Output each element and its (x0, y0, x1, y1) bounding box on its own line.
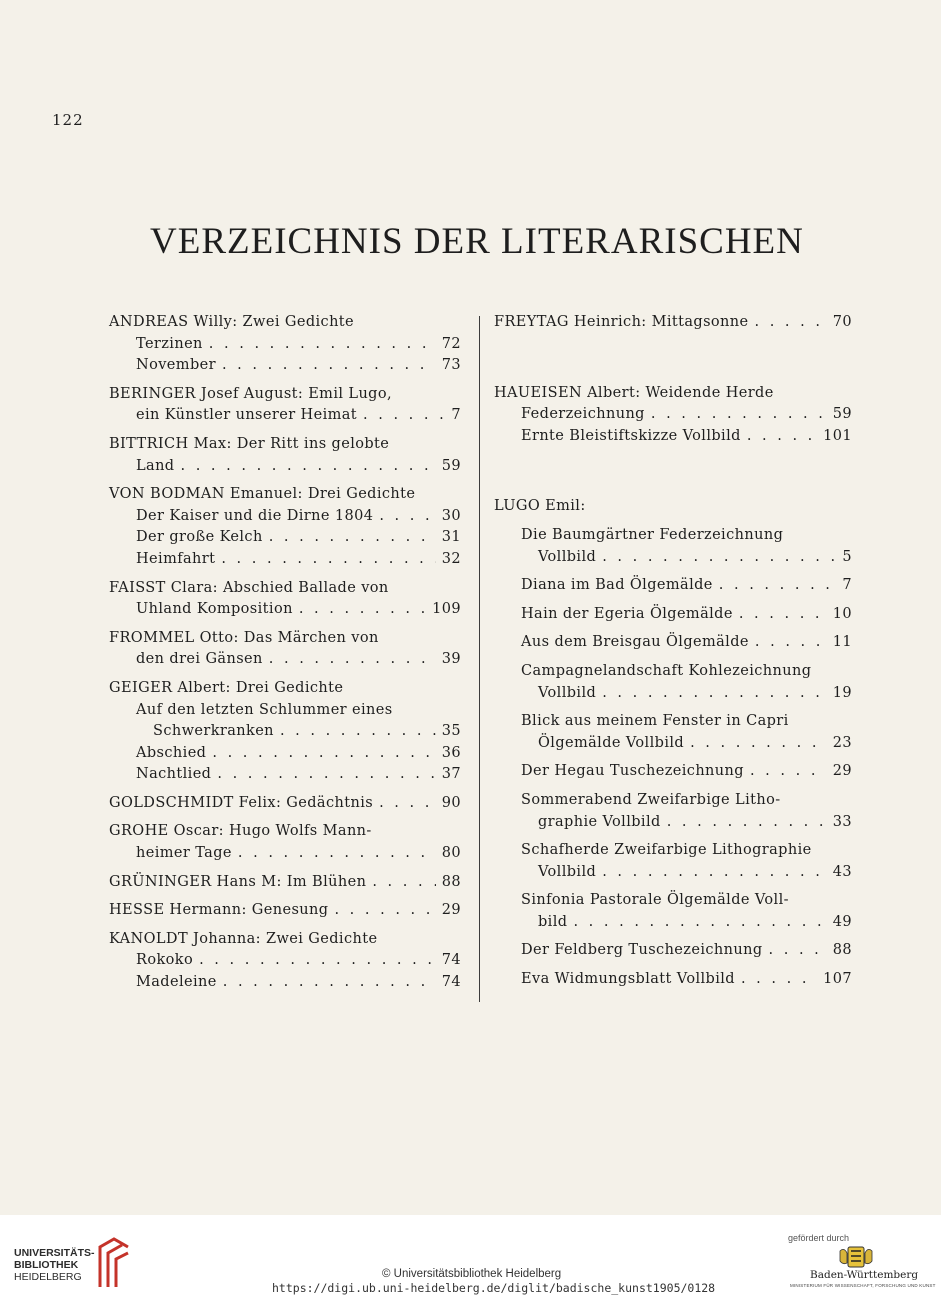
left-index-entry (109, 312, 461, 377)
index-line-text: den drei Gänsen (136, 651, 263, 668)
state-name: Baden-Württemberg (810, 1269, 919, 1281)
index-line (109, 484, 461, 506)
index-line-text: November (136, 357, 216, 374)
index-line-text: Federzeichnung (521, 406, 645, 423)
dot-leader (719, 575, 834, 597)
page-reference: 5 (842, 548, 852, 565)
dot-leader (602, 547, 834, 569)
dot-leader (651, 404, 827, 426)
dot-leader (690, 733, 827, 755)
dot-leader (269, 649, 436, 671)
index-line (494, 496, 852, 518)
dot-leader (269, 527, 436, 549)
index-line-text: Auf den letzten Schlummer eines (136, 701, 393, 718)
left-index-entry (109, 793, 461, 815)
index-line (109, 843, 461, 865)
index-line-text: Der Hegau Tuschezeichnung (521, 763, 744, 780)
index-line (494, 404, 852, 426)
index-line-text: BERINGER Josef August: Emil Lugo, (109, 385, 393, 402)
index-line (494, 683, 852, 705)
index-line (109, 312, 461, 334)
page-reference: 7 (842, 577, 852, 594)
right-index-entry (494, 312, 852, 334)
right-index-entry (494, 790, 852, 833)
page-reference: 35 (441, 723, 461, 740)
right-column (494, 312, 852, 998)
page-reference: 74 (441, 974, 461, 991)
index-line (109, 821, 461, 843)
page-reference: 43 (832, 863, 852, 880)
page-reference: 31 (441, 529, 461, 546)
index-line-text: Nachtlied (136, 766, 212, 783)
index-line (109, 578, 461, 600)
dot-leader (573, 912, 826, 934)
index-line (109, 405, 461, 427)
right-index-entry (494, 969, 852, 991)
index-line-text: Die Baumgärtner Federzeichnung (521, 526, 784, 543)
index-line-text: Schwerkranken (153, 723, 274, 740)
left-index-entry (109, 628, 461, 671)
dot-leader (739, 604, 827, 626)
page-heading: VERZEICHNIS DER LITERARISCHEN (150, 221, 804, 262)
index-line-text: Vollbild (538, 863, 597, 880)
page-reference: 49 (832, 913, 852, 930)
right-index-entry (494, 661, 852, 704)
index-line (109, 434, 461, 456)
ministry-name: MINISTERIUM FÜR WISSENSCHAFT, FORSCHUNG UND KUNST (790, 1283, 936, 1288)
dot-leader (238, 843, 436, 865)
index-line-text: Campagnelandschaft Kohlezeichnung (521, 662, 812, 679)
dot-leader (222, 355, 436, 377)
right-index-entry (494, 575, 852, 597)
page-reference: 37 (441, 766, 461, 783)
dot-leader (212, 743, 435, 765)
dot-leader (299, 599, 426, 621)
index-line-text: heimer Tage (136, 845, 232, 862)
dot-leader (755, 632, 827, 654)
index-line (109, 549, 461, 571)
dot-leader (602, 862, 827, 884)
library-name-line1: UNIVERSITÄTS- (14, 1247, 95, 1259)
entry-spacer (494, 341, 852, 383)
index-line-text: Land (136, 457, 175, 474)
page-reference: 11 (832, 634, 852, 651)
dot-leader (334, 900, 435, 922)
index-line-text: Sommerabend Zweifarbige Litho- (521, 791, 781, 808)
index-line-text: Rokoko (136, 952, 194, 969)
page-reference: 7 (451, 407, 461, 424)
page-reference: 74 (441, 952, 461, 969)
index-line (109, 929, 461, 951)
index-line (494, 761, 852, 783)
page-reference: 73 (441, 357, 461, 374)
index-line-text: GROHE Oscar: Hugo Wolfs Mann- (109, 823, 372, 840)
index-line (494, 547, 852, 569)
right-index-entry (494, 383, 852, 448)
dot-leader (769, 940, 827, 962)
page-reference: 23 (832, 734, 852, 751)
right-index-entry (494, 632, 852, 654)
index-line-text: GRÜNINGER Hans M: Im Blühen (109, 873, 367, 890)
page-reference: 59 (832, 406, 852, 423)
dot-leader (280, 721, 436, 743)
index-line (109, 649, 461, 671)
index-line (494, 632, 852, 654)
page-reference: 36 (441, 744, 461, 761)
index-line (109, 456, 461, 478)
index-line (494, 969, 852, 991)
right-index-entry (494, 711, 852, 754)
left-index-entry (109, 929, 461, 994)
index-line-text: KANOLDT Johanna: Zwei Gedichte (109, 930, 378, 947)
entry-spacer (494, 454, 852, 496)
right-index-entry (494, 496, 852, 518)
index-line (109, 972, 461, 994)
index-line-text: Blick aus meinem Fenster in Capri (521, 713, 789, 730)
index-line-text: Eva Widmungsblatt Vollbild (521, 971, 735, 988)
index-line (109, 764, 461, 786)
index-line (494, 940, 852, 962)
index-line-text: Madeleine (136, 974, 217, 991)
index-line-text: Vollbild (538, 548, 597, 565)
index-line (494, 862, 852, 884)
index-line-text: graphie Vollbild (538, 813, 661, 830)
index-line-text: ein Künstler unserer Heimat (136, 407, 358, 424)
dot-leader (750, 761, 827, 783)
index-line-text: Ölgemälde Vollbild (538, 734, 685, 751)
page-reference: 39 (441, 651, 461, 668)
dot-leader (372, 872, 435, 894)
page-reference: 88 (441, 873, 461, 890)
index-line-text: Ernte Bleistiftskizze Vollbild (521, 427, 741, 444)
index-line-text: Aus dem Breisgau Ölgemälde (521, 634, 749, 651)
index-line (494, 890, 852, 912)
index-line (109, 599, 461, 621)
column-divider (479, 316, 480, 1002)
index-line (494, 426, 852, 448)
page-reference: 59 (441, 457, 461, 474)
index-line (109, 793, 461, 815)
right-index-entry (494, 840, 852, 883)
library-name-line3: HEIDELBERG (14, 1271, 82, 1283)
index-line (494, 312, 852, 334)
index-line (109, 527, 461, 549)
page-reference: 29 (441, 902, 461, 919)
index-line-text: Der Feldberg Tuschezeichnung (521, 942, 763, 959)
index-line (109, 950, 461, 972)
dot-leader (741, 969, 817, 991)
dot-leader (379, 506, 435, 528)
left-index-entry (109, 384, 461, 427)
page-reference: 32 (441, 550, 461, 567)
index-line (109, 900, 461, 922)
index-line-text: Der Kaiser und die Dirne 1804 (136, 507, 374, 524)
index-line-text: Sinfonia Pastorale Ölgemälde Voll- (521, 892, 789, 909)
index-line (109, 355, 461, 377)
page-reference: 19 (832, 684, 852, 701)
index-line (109, 678, 461, 700)
index-line (494, 733, 852, 755)
library-name-line2: BIBLIOTHEK (14, 1259, 79, 1271)
dot-leader (217, 764, 435, 786)
index-line-text: Abschied (136, 744, 207, 761)
page-number: 122 (52, 111, 84, 129)
dot-leader (363, 405, 443, 427)
index-line-text: FREYTAG Heinrich: Mittagsonne (494, 314, 749, 330)
index-line-text: HESSE Hermann: Genesung (109, 902, 329, 919)
page-reference: 107 (823, 971, 852, 988)
index-line-text: Schafherde Zweifarbige Lithographie (521, 842, 812, 859)
index-line-text: BITTRICH Max: Der Ritt ins gelobte (109, 435, 390, 452)
dot-leader (379, 793, 436, 815)
page-reference: 70 (832, 314, 852, 330)
page-reference: 90 (441, 794, 461, 811)
page-reference: 10 (832, 605, 852, 622)
left-column (109, 312, 461, 1001)
left-index-entry (109, 872, 461, 894)
page-reference: 29 (832, 763, 852, 780)
left-index-entry (109, 578, 461, 621)
left-index-entry (109, 821, 461, 864)
dot-leader (199, 950, 436, 972)
index-line (494, 912, 852, 934)
right-index-entry (494, 890, 852, 933)
index-line (109, 384, 461, 406)
page-reference: 80 (441, 845, 461, 862)
index-line (109, 721, 461, 743)
index-line-text: Heimfahrt (136, 550, 216, 567)
index-line-text: FAISST Clara: Abschied Ballade von (109, 579, 389, 596)
index-line-text: Terzinen (136, 335, 203, 352)
page-reference: 101 (823, 427, 852, 444)
index-line (109, 700, 461, 722)
index-line (494, 383, 852, 405)
index-line (494, 661, 852, 683)
index-line-text: Diana im Bad Ölgemälde (521, 577, 713, 594)
funded-by-label: gefördert durch (788, 1233, 850, 1243)
index-line (109, 743, 461, 765)
right-index-entry (494, 940, 852, 962)
index-line-text: LUGO Emil: (494, 498, 586, 515)
dot-leader (602, 683, 827, 705)
permalink-url[interactable]: https://digi.ub.uni-heidelberg.de/diglit/badische_kunst1905/0128 (272, 1281, 716, 1295)
index-line-text: FROMMEL Otto: Das Märchen von (109, 629, 379, 646)
page-reference: 109 (432, 601, 461, 618)
dot-leader (209, 334, 436, 356)
right-index-entry (494, 761, 852, 783)
left-index-entry (109, 900, 461, 922)
index-line-text: Uhland Komposition (136, 601, 293, 618)
state-crest-icon (838, 1245, 874, 1269)
index-line (109, 506, 461, 528)
index-line-text: Hain der Egeria Ölgemälde (521, 605, 733, 622)
index-line (494, 840, 852, 862)
dot-leader (755, 312, 827, 334)
index-line-text: VON BODMAN Emanuel: Drei Gedichte (109, 486, 416, 503)
index-line (494, 812, 852, 834)
index-line-text: GEIGER Albert: Drei Gedichte (109, 679, 344, 696)
index-line-text: ANDREAS Willy: Zwei Gedichte (109, 314, 355, 330)
right-index-entry (494, 525, 852, 568)
ub-logo-icon (96, 1237, 130, 1289)
index-line-text: Vollbild (538, 684, 597, 701)
index-line (109, 872, 461, 894)
index-line (494, 575, 852, 597)
index-line (494, 790, 852, 812)
page-reference: 30 (441, 507, 461, 524)
index-line-text: GOLDSCHMIDT Felix: Gedächtnis (109, 794, 374, 811)
library-name (14, 1247, 95, 1283)
index-line-text: HAUEISEN Albert: Weidende Herde (494, 384, 774, 401)
left-index-entry (109, 484, 461, 570)
right-index-entry (494, 604, 852, 626)
page-reference: 88 (832, 942, 852, 959)
dot-leader (221, 549, 435, 571)
page-reference: 33 (832, 813, 852, 830)
index-line-text: Der große Kelch (136, 529, 263, 546)
left-index-entry (109, 678, 461, 786)
index-line (109, 628, 461, 650)
index-line (494, 604, 852, 626)
copyright-text: © Universitätsbibliothek Heidelberg (382, 1268, 562, 1280)
left-index-entry (109, 434, 461, 477)
index-line (109, 334, 461, 356)
dot-leader (181, 456, 436, 478)
footer-bar (0, 1215, 941, 1295)
dot-leader (223, 972, 436, 994)
page-reference: 72 (441, 335, 461, 352)
index-line-text: bild (538, 913, 568, 930)
index-line (494, 711, 852, 733)
index-line (494, 525, 852, 547)
dot-leader (667, 812, 827, 834)
dot-leader (747, 426, 817, 448)
